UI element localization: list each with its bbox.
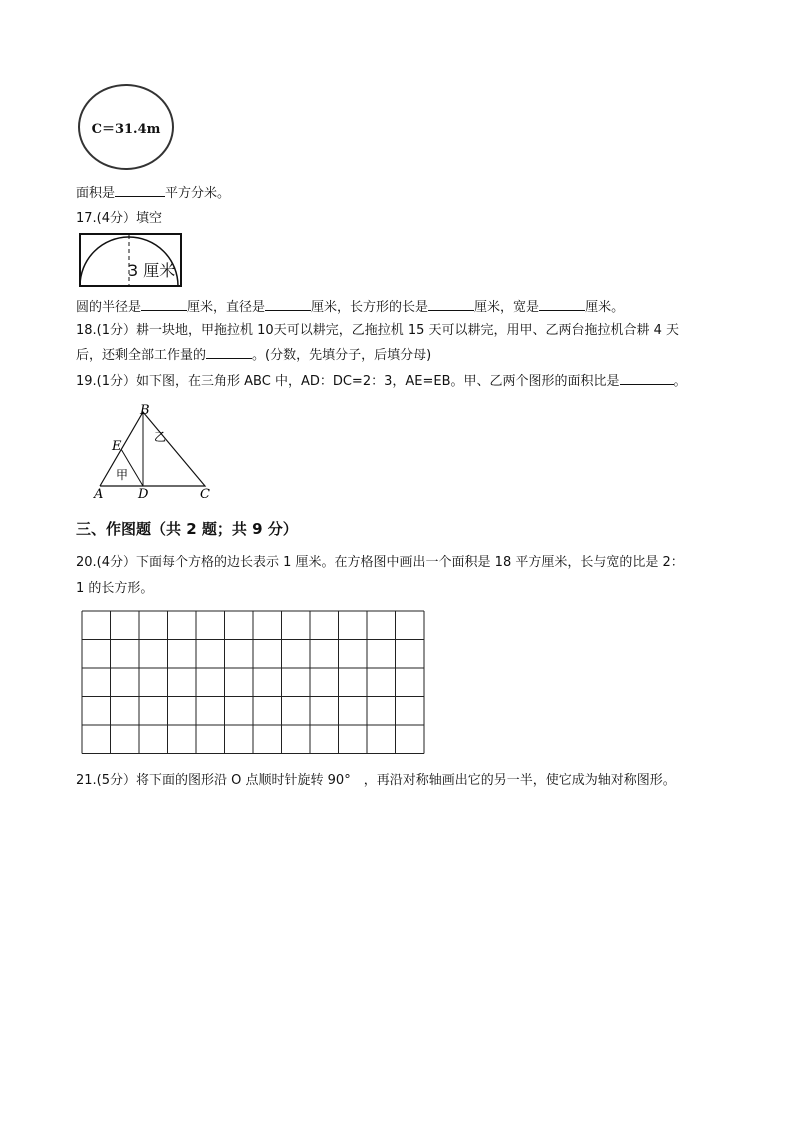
answer-blank[interactable] [620,372,674,385]
label-e: E [112,439,122,454]
label-yi: 乙 [154,430,167,444]
q21-line: 21.(5分）将下面的图形沿 O 点顺时针旋转 90° ，再沿对称轴画出它的另一半，使它成为轴对称图形。 [76,773,676,788]
q19-line: 19.(1分）如下图，在三角形 ABC 中，AD：DC=2：3，AE=EB。甲、乙两个图形的面积比是 。 [76,374,687,389]
answer-blank-diameter[interactable] [265,298,311,311]
circle-label: C＝31.4m [91,121,161,137]
q18-line2: 后，还剩全部工作量的 。(分数，先填分子，后填分母) [76,348,432,363]
answer-blank[interactable] [115,184,165,197]
circle-figure [78,84,174,170]
q17-header: 17.(4分）填空 [76,211,163,226]
answer-blank-length[interactable] [428,298,474,311]
q16-area-line: 面积是 平方分米。 [76,186,231,201]
answer-blank[interactable] [206,346,252,359]
q18-line1: 18.(1分）耕一块地，甲拖拉机 10天可以耕完，乙拖拉机 15 天可以耕完，用甲、乙两台拖拉机合耕 4 天 [76,323,680,338]
semicircle-rectangle-figure [78,232,184,288]
answer-blank-radius[interactable] [141,298,187,311]
label-a: A [94,487,104,502]
q20-line2: 1 的长方形。 [76,581,154,596]
answer-blank-width[interactable] [539,298,585,311]
q20-line1: 20.(4分）下面每个方格的边长表示 1 厘米。在方格图中画出一个面积是 18 平方厘米，长与宽的比是 2： [76,555,684,570]
label-c: C [200,487,210,502]
square-grid[interactable] [81,610,425,756]
radius-label: 3 厘米 [128,261,176,280]
triangle-abc-figure [88,400,218,504]
label-b: B [140,403,150,418]
q17-answer-line: 圆的半径是 厘米，直径是 厘米，长方形的长是 厘米，宽是 厘米。 [76,300,625,315]
label-d: D [138,487,149,502]
section-title: 三、作图题（共 2 题；共 9 分） [76,520,298,538]
label-jia: 甲 [116,468,129,482]
